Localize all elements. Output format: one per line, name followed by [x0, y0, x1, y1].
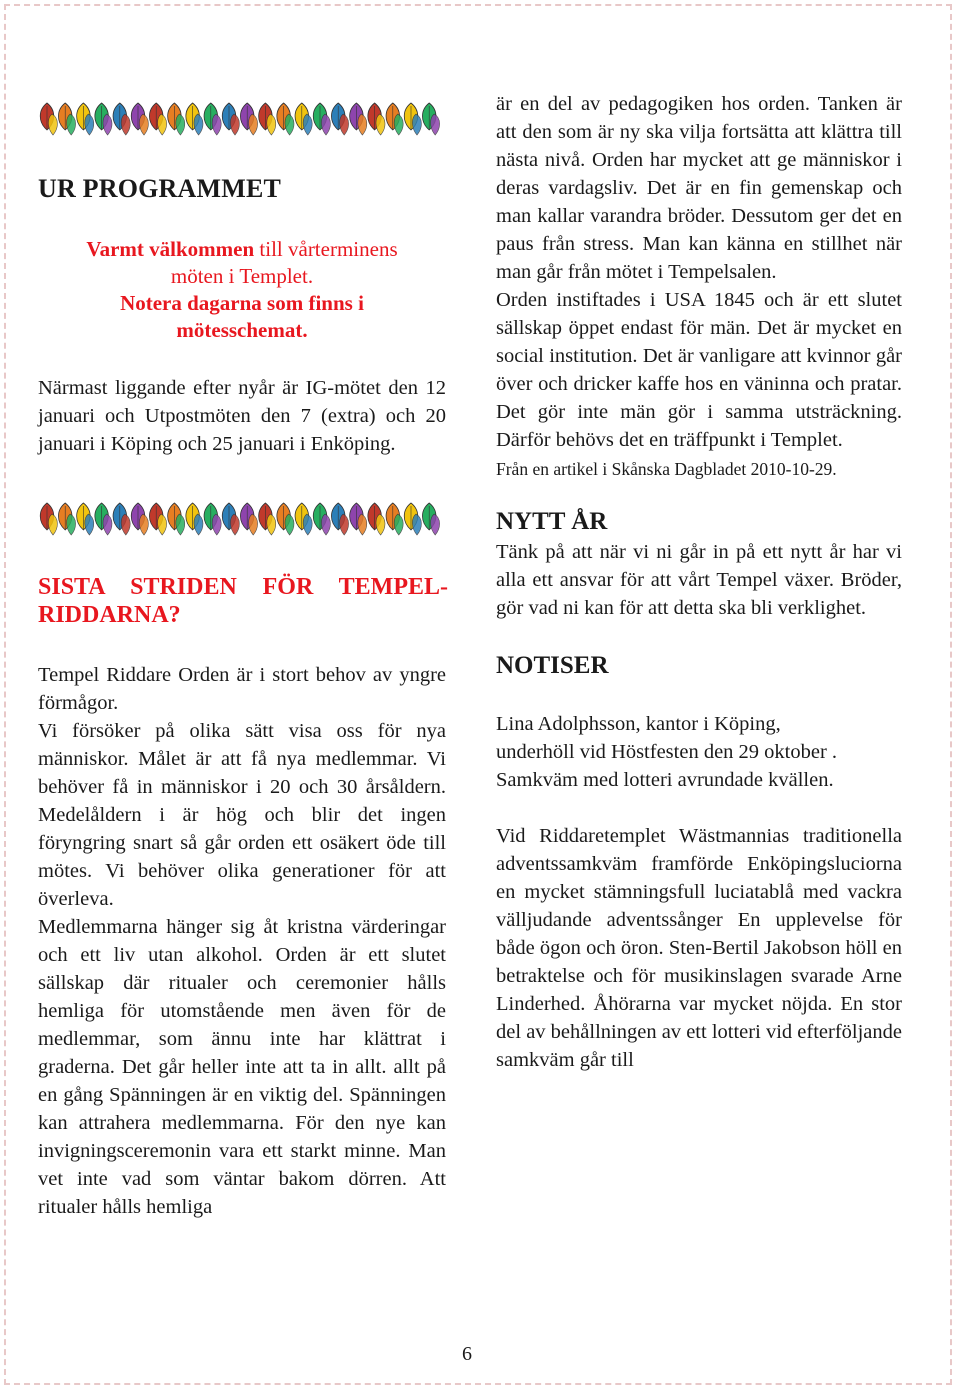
new-year-heading: NYTT ÅR — [496, 508, 608, 535]
welcome-message — [38, 236, 446, 344]
article-paragraph: Medlemmarna hänger sig åt kristna värderingar och ett liv utan alkohol. Orden är ett slutet sällskap där ritualer och ceremonier hålls hemliga för utomstående men även för de medlemmar, som ännu inte har klättrat i graderna. Det går heller inte att ta in allt. allt på en gång Spänningen är en viktig del. Spänningen kan attrahera medlemmarna. För den nye kan invigningsceremonin vara ett starkt minne. Man vet inte vad som väntar bakom dörren. Att ritualer hålls hemliga — [38, 916, 446, 1218]
intro-paragraph: Närmast liggande efter nyår är IG-mötet den 12 januari och Utpostmöten den 7 (extra) och 20 januari i Köping och 25 januari i Enköping. — [38, 377, 446, 455]
welcome-bold: Varmt välkommen — [86, 237, 255, 261]
article-paragraph: Vi försöker på olika sätt visa oss för nya människor. Målet är att få nya medlemmar. Vi behöver få in människor i 20 och 30 årsåldern. Medelåldern i är hög och blir det ingen föryngring snart så går orden ett osäkert öde till mötes. Vi behöver olika generationer för att överleva. — [38, 720, 446, 910]
new-year-paragraph: Tänk på att när vi ni går in på ett nytt år har vi alla ett ansvar för att vårt Tempel växer. Bröder, gör vad ni kan för att detta ska bli verklighet. — [496, 541, 902, 619]
article-title: SISTA STRIDEN FÖR TEMPEL-RIDDARNA? — [38, 574, 448, 628]
welcome-line2: möten i Templet. — [170, 264, 314, 288]
leaf-border-icon — [38, 500, 444, 538]
page-number: 6 — [462, 1343, 472, 1365]
note-advent: Vid Riddaretemplet Wästmannias traditionella adventssamkväm framförde Enköpingsluciorna en mycket stämningsfull luciatablå med vackra välljudande adventssånger En upplevelse för både ögon och öron. Sten-Bertil Jakobson höll en betraktelse och för musikinslagen svarade Arne Linderhed. Åhörarna var mycket nöjda. En stor del av behållningen av ett lotteri vid efterföljande samkväm går till — [496, 825, 902, 1071]
note-line: underhöll vid Höstfesten den 29 oktober . — [496, 741, 838, 763]
article-body — [38, 661, 446, 1221]
right-column — [496, 90, 902, 1074]
section-heading-programme: UR PROGRAMMET — [38, 174, 282, 203]
article-continuation: är en del av pedagogiken hos orden. Tanken är att den som är ny ska vilja fortsätta att klättra till nästa nivå. Orden har mycket att ge människor i deras vardagsliv. Det är en fin gemenskap och man kallar varandra bröder. Dessutom ger det en paus från stress. Man kan känna en stillhet när man går från mötet i Tempelsalen. — [496, 93, 902, 283]
note-line: Samkväm med lotteri avrundade kvällen. — [496, 769, 834, 791]
welcome-line3: Notera dagarna som finns i — [120, 291, 364, 315]
note-concert — [496, 710, 902, 794]
leaf-border-icon — [38, 100, 444, 138]
notes-heading: NOTISER — [496, 652, 609, 679]
note-line: Lina Adolphsson, kantor i Köping, — [496, 713, 781, 735]
welcome-rest: till vårterminens — [254, 237, 398, 261]
article-source: Från en artikel i Skånska Dagbladet 2010-10-29. — [496, 459, 837, 479]
article-paragraph: Tempel Riddare Orden är i stort behov av yngre förmågor. — [38, 664, 446, 714]
welcome-line4: mötesschemat. — [176, 318, 308, 342]
history-paragraph: Orden instiftades i USA 1845 och är ett slutet sällskap öppet endast för män. Det är mycket en social institution. Det är vanligare att kvinnor går över och dricker kaffe hos en väninna och pratar. Det gör inte män gör i samma utsträckning. Därför behövs det en träffpunkt i Templet. — [496, 289, 902, 451]
